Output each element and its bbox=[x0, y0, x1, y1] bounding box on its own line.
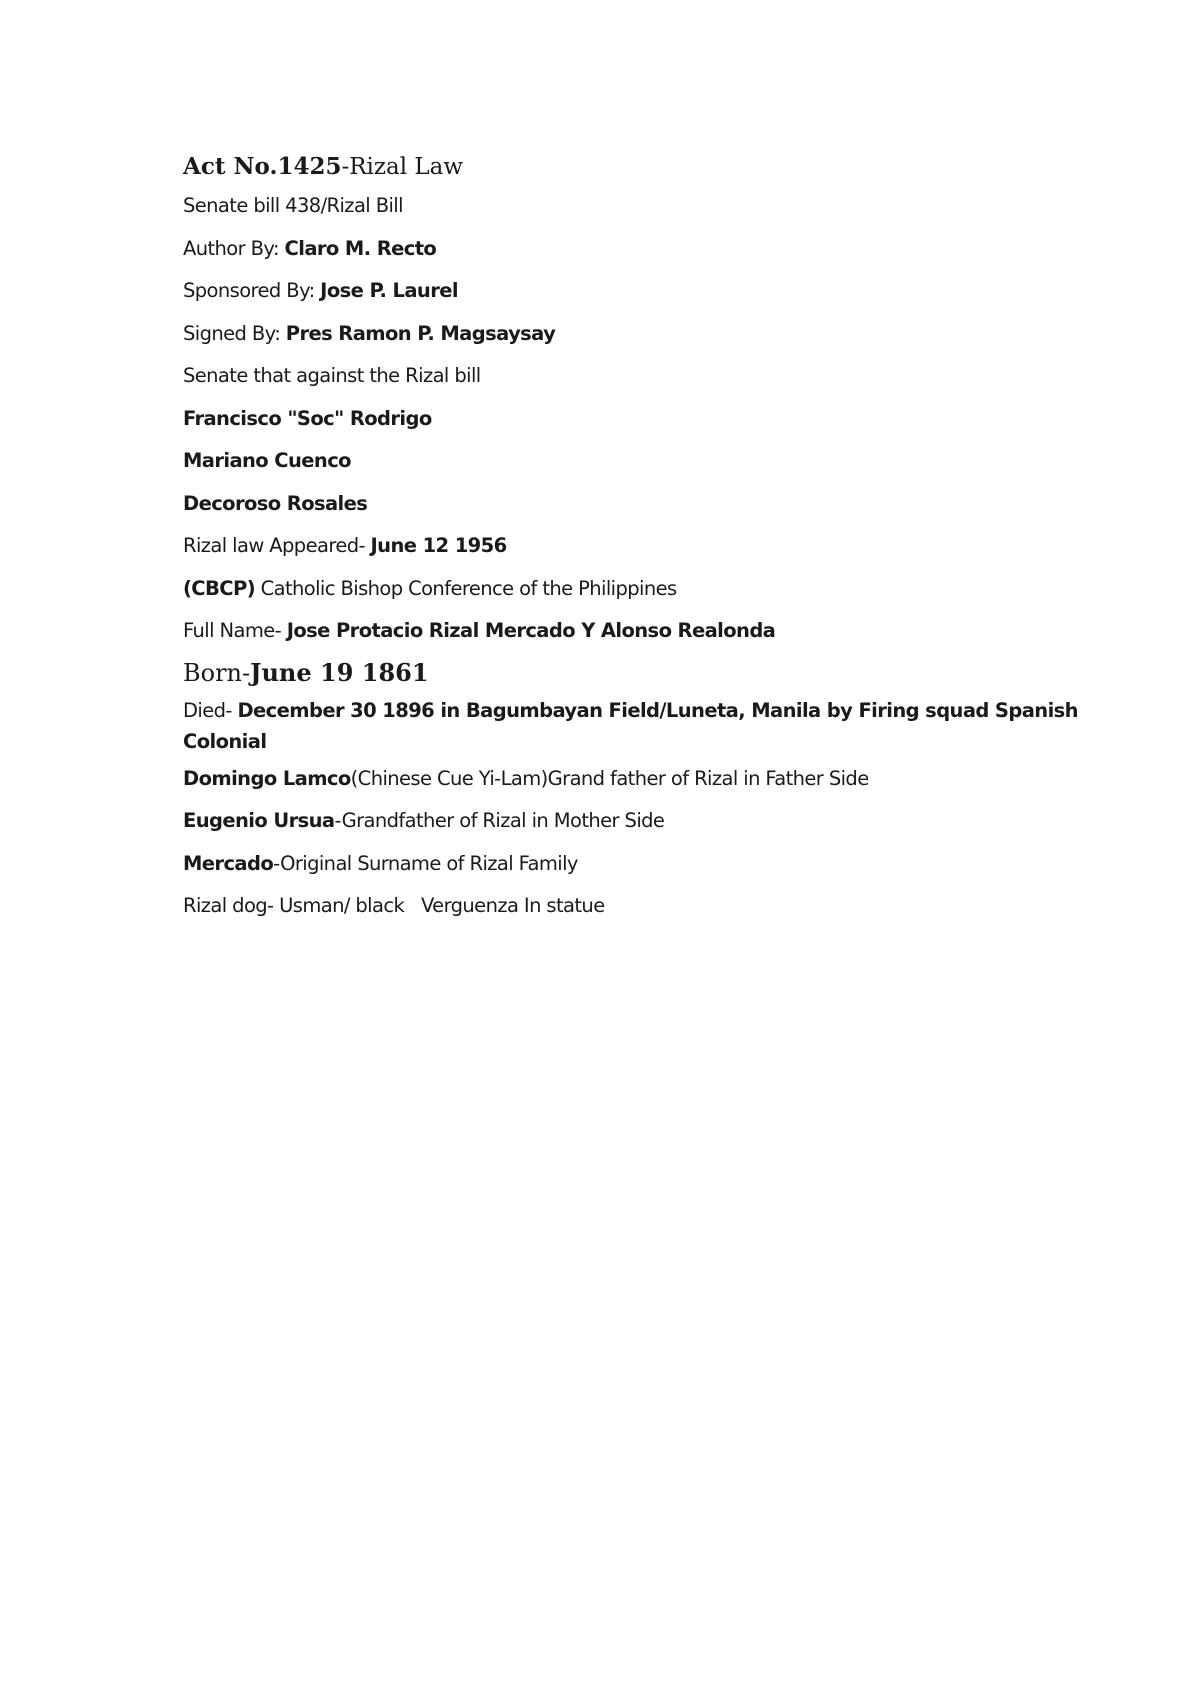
opponent-line bbox=[183, 448, 1083, 474]
full-name-label: Full Name- bbox=[183, 619, 287, 642]
appeared-value: June 12 1956 bbox=[370, 534, 507, 557]
signer-label: Signed By: bbox=[183, 321, 286, 345]
died-value: December 30 1896 in Bagumbayan Field/Luneta, Manila by Firing squad Spanish Colonial bbox=[183, 698, 1078, 753]
sponsor-value: Jose P. Laurel bbox=[320, 279, 458, 302]
born-line bbox=[183, 657, 1083, 689]
author-line bbox=[183, 236, 1083, 262]
born-value: June 19 1861 bbox=[250, 657, 429, 687]
senate-bill-line: Senate bill 438/Rizal Bill bbox=[183, 194, 403, 217]
senate-against-line: Senate that against the Rizal bill bbox=[183, 364, 481, 387]
domingo-text: (Chinese Cue Yi-Lam)Grand father of Rizal in Father Side bbox=[350, 766, 869, 790]
appeared-label: Rizal law Appeared- bbox=[183, 534, 371, 557]
domingo-line bbox=[183, 766, 1083, 792]
opponent-line bbox=[183, 491, 1083, 517]
document-body bbox=[183, 151, 1083, 936]
eugenio-text: -Grandfather of Rizal in Mother Side bbox=[334, 809, 665, 832]
dog-line: Rizal dog- Usman/ black Verguenza In statue bbox=[183, 894, 605, 917]
opponent-name: Decoroso Rosales bbox=[183, 491, 368, 515]
cbcp-line bbox=[183, 576, 1083, 602]
born-label: Born- bbox=[183, 658, 251, 687]
author-label: Author By: bbox=[183, 236, 285, 260]
opponent-name: Mariano Cuenco bbox=[183, 449, 351, 472]
signer-line bbox=[183, 321, 1083, 347]
title-number: 1425 bbox=[277, 153, 342, 180]
mercado-text: -Original Surname of Rizal Family bbox=[273, 851, 578, 875]
document-title bbox=[183, 151, 1083, 183]
signer-value: Pres Ramon P. Magsaysay bbox=[285, 321, 556, 345]
cbcp-text: Catholic Bishop Conference of the Philippines bbox=[255, 576, 677, 600]
eugenio-line bbox=[183, 808, 1083, 834]
died-line bbox=[183, 695, 1083, 757]
domingo-name: Domingo Lamco bbox=[183, 766, 351, 790]
title-act-no: Act No. bbox=[183, 153, 278, 180]
mercado-line bbox=[183, 851, 1083, 877]
appeared-line bbox=[183, 533, 1083, 559]
opponent-name: Francisco "Soc" Rodrigo bbox=[183, 406, 432, 430]
cbcp-abbr: (CBCP) bbox=[183, 576, 256, 600]
died-label: Died- bbox=[183, 698, 238, 722]
sponsor-line bbox=[183, 278, 1083, 304]
mercado-name: Mercado bbox=[183, 851, 274, 875]
full-name-line bbox=[183, 618, 1083, 644]
sponsor-label: Sponsored By: bbox=[183, 279, 321, 302]
author-value: Claro M. Recto bbox=[284, 236, 437, 260]
title-rest: -Rizal Law bbox=[341, 154, 464, 180]
eugenio-name: Eugenio Ursua bbox=[183, 809, 335, 832]
opponent-line bbox=[183, 406, 1083, 432]
full-name-value: Jose Protacio Rizal Mercado Y Alonso Realonda bbox=[286, 619, 776, 642]
